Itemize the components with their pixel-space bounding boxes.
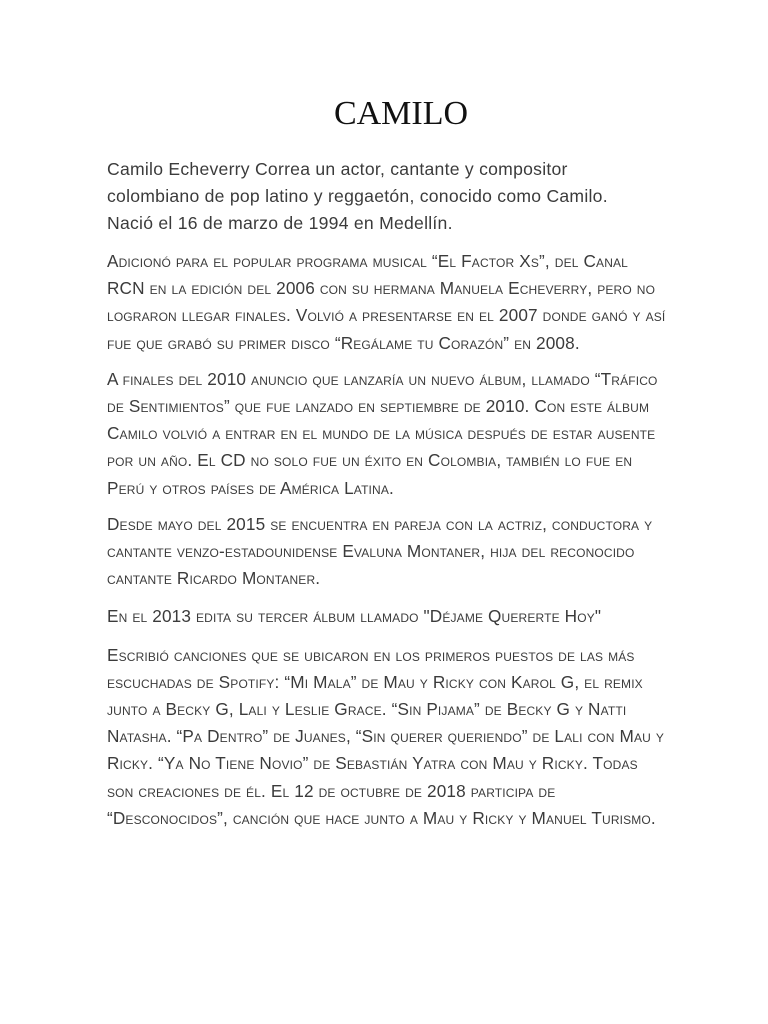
paragraph-tercer-album: En el 2013 edita su tercer álbum llamado "Déjame Quererte Hoy" (107, 606, 602, 627)
paragraph-trafico-de-sentimientos: A finales del 2010 anuncio que lanzaría un nuevo álbum, llamado “Tráfico de Sentimientos” que fue lanzado en septiembre de 2010. Con este álbum Camilo volvió a entrar en el mundo de la música después de estar ausente por un año. El CD no solo fue un éxito en Colombia, también lo fue en Perú y otros países de América Latina. (107, 368, 658, 498)
document-page (107, 0, 667, 1024)
paragraph-factor-xs: Adicionó para el popular programa musical “El Factor Xs”, del Canal RCN en la edición del 2006 con su hermana Manuela Echeverry, pero no lograron llegar finales. Volvió a presentarse en el 2007 donde ganó y así fue que grabó su primer disco “Regálame tu Corazón” en 2008. (107, 251, 666, 353)
document-title: CAMILO (333, 95, 469, 132)
paragraph-intro: Camilo Echeverry Correa un actor, cantante y compositor colombiano de pop latino y reggaetón, conocido como Camilo. Nació el 16 de marzo de 1994 en Medellín. (107, 159, 608, 233)
paragraph-evaluna-montaner: Desde mayo del 2015 se encuentra en pareja con la actriz, conductora y cantante venzo-estadounidense Evaluna Montaner, hija del reconocido cantante Ricardo Montaner. (107, 513, 653, 589)
paragraph-canciones-spotify: Escribió canciones que se ubicaron en los primeros puestos de las más escuchadas de Spotify: “Mi Mala” de Mau y Ricky con Karol G, el remix junto a Becky G, Lali y Leslie Grace. “Sin Pijama” de Becky G y Natti Natasha. “Pa Dentro” de Juanes, “Sin querer queriendo” de Lali con Mau y Ricky. “Ya No Tiene Novio” de Sebastián Yatra con Mau y Ricky. Todas son creaciones de él. El 12 de octubre de 2018 participa de “Desconocidos”, canción que hace junto a Mau y Ricky y Manuel Turismo. (107, 644, 665, 828)
